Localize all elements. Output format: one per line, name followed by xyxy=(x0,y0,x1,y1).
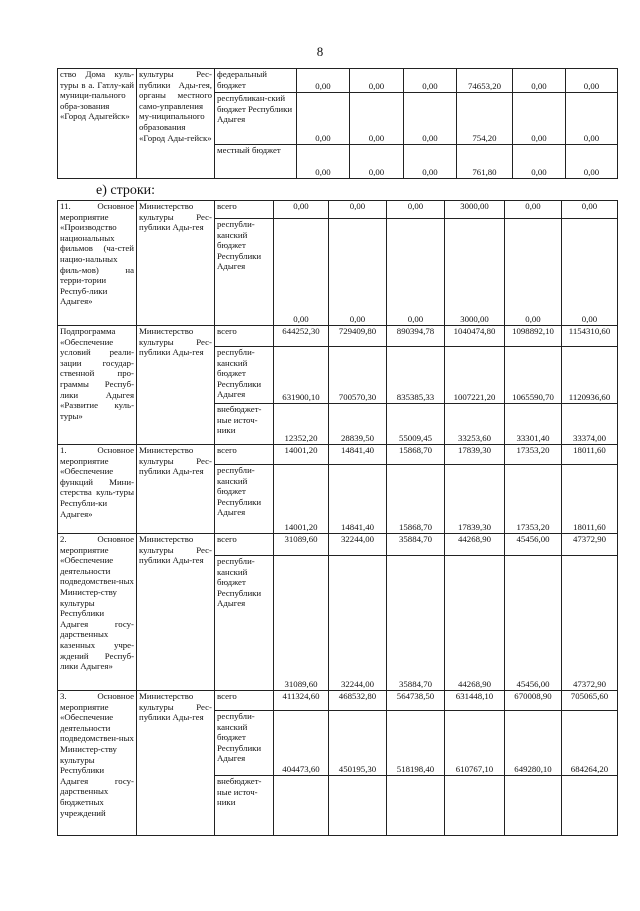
table-row xyxy=(58,445,618,465)
amount-cell-year-6: 18011,60 xyxy=(562,445,618,465)
funding-source-cell: республи-канский бюджет Республики Адыгея xyxy=(215,465,274,534)
amount-cell-year-4: 33253,60 xyxy=(445,404,505,445)
amount-cell-year-5: 33301,40 xyxy=(505,404,562,445)
amount-cell-year-1: 0,00 xyxy=(297,145,350,179)
funding-source-cell: республи-канский бюджет Республики Адыгея xyxy=(215,347,274,404)
amount-cell-year-6 xyxy=(562,776,618,836)
funding-source-cell: республи-канский бюджет Республики Адыгея xyxy=(215,219,274,326)
amount-cell-year-2: 468532,80 xyxy=(329,691,387,711)
executor-cell: Министерство культуры Рес-публики Ады-гея xyxy=(137,201,215,326)
amount-cell-year-3: 0,00 xyxy=(387,201,445,219)
amount-cell-year-5: 1065590,70 xyxy=(505,347,562,404)
amount-cell-year-6: 47372,90 xyxy=(562,534,618,556)
amount-cell-year-6: 18011,60 xyxy=(562,465,618,534)
table-row xyxy=(58,534,618,556)
amount-cell-year-1: 0,00 xyxy=(274,219,329,326)
amount-cell-year-5 xyxy=(505,776,562,836)
amount-cell-year-3: 518198,40 xyxy=(387,711,445,776)
funding-source-cell: всего xyxy=(215,691,274,711)
funding-source-cell: внебюджет-ные источ-ники xyxy=(215,776,274,836)
activity-name-cell: ство Дома куль-туры в а. Гатлу-кай муници-пального обра-зования «Город Адыгейск» xyxy=(58,69,137,179)
executor-cell: Министерство культуры Рес-публики Ады-гея xyxy=(137,534,215,691)
amount-cell-year-6: 684264,20 xyxy=(562,711,618,776)
amount-cell-year-3: 35884,70 xyxy=(387,534,445,556)
amount-cell-year-3: 0,00 xyxy=(404,145,457,179)
amount-cell-year-6: 0,00 xyxy=(562,219,618,326)
amount-cell-year-2: 32244,00 xyxy=(329,534,387,556)
funding-source-cell: всего xyxy=(215,201,274,219)
amount-cell-year-3: 0,00 xyxy=(387,219,445,326)
amount-cell-year-1: 12352,20 xyxy=(274,404,329,445)
amount-cell-year-2: 0,00 xyxy=(350,69,404,93)
amount-cell-year-4: 610767,10 xyxy=(445,711,505,776)
amount-cell-year-4: 3000,00 xyxy=(445,219,505,326)
amount-cell-year-3: 0,00 xyxy=(404,69,457,93)
amount-cell-year-1: 14001,20 xyxy=(274,465,329,534)
amount-cell-year-4: 74653,20 xyxy=(457,69,513,93)
amount-cell-year-4: 754,20 xyxy=(457,93,513,145)
amount-cell-year-2: 0,00 xyxy=(329,219,387,326)
funding-source-cell: всего xyxy=(215,445,274,465)
amount-cell-year-1: 0,00 xyxy=(297,69,350,93)
amount-cell-year-4: 17839,30 xyxy=(445,445,505,465)
executor-cell: Министерство культуры Рес-публики Ады-гея xyxy=(137,691,215,836)
amount-cell-year-5: 17353,20 xyxy=(505,445,562,465)
amount-cell-year-4: 3000,00 xyxy=(445,201,505,219)
amount-cell-year-3: 890394,78 xyxy=(387,326,445,347)
amount-cell-year-2: 28839,50 xyxy=(329,404,387,445)
funding-source-cell: всего xyxy=(215,534,274,556)
amount-cell-year-6: 1154310,60 xyxy=(562,326,618,347)
amount-cell-year-2: 700570,30 xyxy=(329,347,387,404)
amount-cell-year-1: 404473,60 xyxy=(274,711,329,776)
funding-source-cell: внебюджет-ные источ-ники xyxy=(215,404,274,445)
amount-cell-year-2: 0,00 xyxy=(350,93,404,145)
amount-cell-year-5: 45456,00 xyxy=(505,534,562,556)
amount-cell-year-6: 47372,90 xyxy=(562,556,618,691)
amount-cell-year-6: 33374,00 xyxy=(562,404,618,445)
funding-source-cell: республикан-ский бюджет Республики Адыгея xyxy=(215,93,297,145)
amount-cell-year-1: 631900,10 xyxy=(274,347,329,404)
amount-cell-year-5: 0,00 xyxy=(513,69,566,93)
amount-cell-year-1: 14001,20 xyxy=(274,445,329,465)
amount-cell-year-2: 450195,30 xyxy=(329,711,387,776)
amount-cell-year-4: 44268,90 xyxy=(445,534,505,556)
amount-cell-year-2 xyxy=(329,776,387,836)
amount-cell-year-1: 31089,60 xyxy=(274,556,329,691)
amount-cell-year-4: 44268,90 xyxy=(445,556,505,691)
amount-cell-year-4: 761,80 xyxy=(457,145,513,179)
amount-cell-year-3: 55009,45 xyxy=(387,404,445,445)
funding-source-cell: республи-канский бюджет Республики Адыгея xyxy=(215,711,274,776)
amount-cell-year-5: 0,00 xyxy=(513,145,566,179)
amount-cell-year-6: 0,00 xyxy=(566,145,618,179)
funding-source-cell: местный бюджет xyxy=(215,145,297,179)
amount-cell-year-3: 15868,70 xyxy=(387,445,445,465)
amount-cell-year-6: 705065,60 xyxy=(562,691,618,711)
amount-cell-year-1: 0,00 xyxy=(297,93,350,145)
page-number: 8 xyxy=(316,44,324,59)
amount-cell-year-4: 1007221,20 xyxy=(445,347,505,404)
amount-cell-year-5: 649280,10 xyxy=(505,711,562,776)
amount-cell-year-4: 17839,30 xyxy=(445,465,505,534)
amount-cell-year-5: 1098892,10 xyxy=(505,326,562,347)
amount-cell-year-1: 644252,30 xyxy=(274,326,329,347)
amount-cell-year-1: 411324,60 xyxy=(274,691,329,711)
amount-cell-year-5: 0,00 xyxy=(505,219,562,326)
amount-cell-year-5: 0,00 xyxy=(505,201,562,219)
executor-cell: Министерство культуры Рес-публики Ады-гея xyxy=(137,445,215,534)
activity-name-cell: 3. Основное мероприятие «Обеспечение деятельности подведомствен-ных Министер-ству культуры Республики Адыгея госу-дарственных бюджетных учреждений xyxy=(58,691,137,836)
amount-cell-year-2: 0,00 xyxy=(350,145,404,179)
amount-cell-year-6: 0,00 xyxy=(566,69,618,93)
amount-cell-year-2: 14841,40 xyxy=(329,445,387,465)
activity-name-cell: Подпрограмма «Обеспечение условий реали-зации государ-ственной про-граммы Респуб-лики Адыгея «Развитие куль-туры» xyxy=(58,326,137,445)
amount-cell-year-6: 0,00 xyxy=(566,93,618,145)
program-table-continued xyxy=(57,68,618,179)
funding-source-cell: федеральный бюджет xyxy=(215,69,297,93)
amount-cell-year-4 xyxy=(445,776,505,836)
amount-cell-year-4: 1040474,80 xyxy=(445,326,505,347)
activity-name-cell: 11. Основное мероприятие «Производство национальных фильмов (ча-стей нацио-нальных филь-мов) на терри-тории Респуб-лики Адыгея» xyxy=(58,201,137,326)
activity-name-cell: 1. Основное мероприятие «Обеспечение функций Мини-стерства куль-туры Республи-ки Адыгея» xyxy=(58,445,137,534)
amount-cell-year-3: 35884,70 xyxy=(387,556,445,691)
amount-cell-year-3: 15868,70 xyxy=(387,465,445,534)
amount-cell-year-2: 0,00 xyxy=(329,201,387,219)
program-table-rows xyxy=(57,200,618,836)
amount-cell-year-2: 729409,80 xyxy=(329,326,387,347)
section-label: е) строки: xyxy=(96,183,156,198)
funding-source-cell: республи-канский бюджет Республики Адыгея xyxy=(215,556,274,691)
table-row xyxy=(58,691,618,711)
amount-cell-year-1 xyxy=(274,776,329,836)
amount-cell-year-3: 0,00 xyxy=(404,93,457,145)
amount-cell-year-2: 14841,40 xyxy=(329,465,387,534)
table-row xyxy=(58,326,618,347)
funding-source-cell: всего xyxy=(215,326,274,347)
amount-cell-year-6: 0,00 xyxy=(562,201,618,219)
executor-cell: Министерство культуры Рес-публики Ады-гея xyxy=(137,326,215,445)
activity-name-cell: 2. Основное мероприятие «Обеспечение деятельности подведомствен-ных Министер-ству культуры Республики Адыгея госу-дарственных казенных учре-ждений Респуб-лики Адыгея» xyxy=(58,534,137,691)
amount-cell-year-3: 564738,50 xyxy=(387,691,445,711)
amount-cell-year-5: 670008,90 xyxy=(505,691,562,711)
amount-cell-year-1: 0,00 xyxy=(274,201,329,219)
amount-cell-year-5: 0,00 xyxy=(513,93,566,145)
table-row xyxy=(58,69,618,93)
table-row xyxy=(58,201,618,219)
amount-cell-year-1: 31089,60 xyxy=(274,534,329,556)
amount-cell-year-5: 45456,00 xyxy=(505,556,562,691)
amount-cell-year-3: 835385,33 xyxy=(387,347,445,404)
amount-cell-year-4: 631448,10 xyxy=(445,691,505,711)
amount-cell-year-2: 32244,00 xyxy=(329,556,387,691)
executor-cell: культуры Рес-публики Ады-гея, органы местного само-управления му-ниципального образования «Город Ады-гейск» xyxy=(137,69,215,179)
amount-cell-year-3 xyxy=(387,776,445,836)
amount-cell-year-6: 1120936,60 xyxy=(562,347,618,404)
amount-cell-year-5: 17353,20 xyxy=(505,465,562,534)
